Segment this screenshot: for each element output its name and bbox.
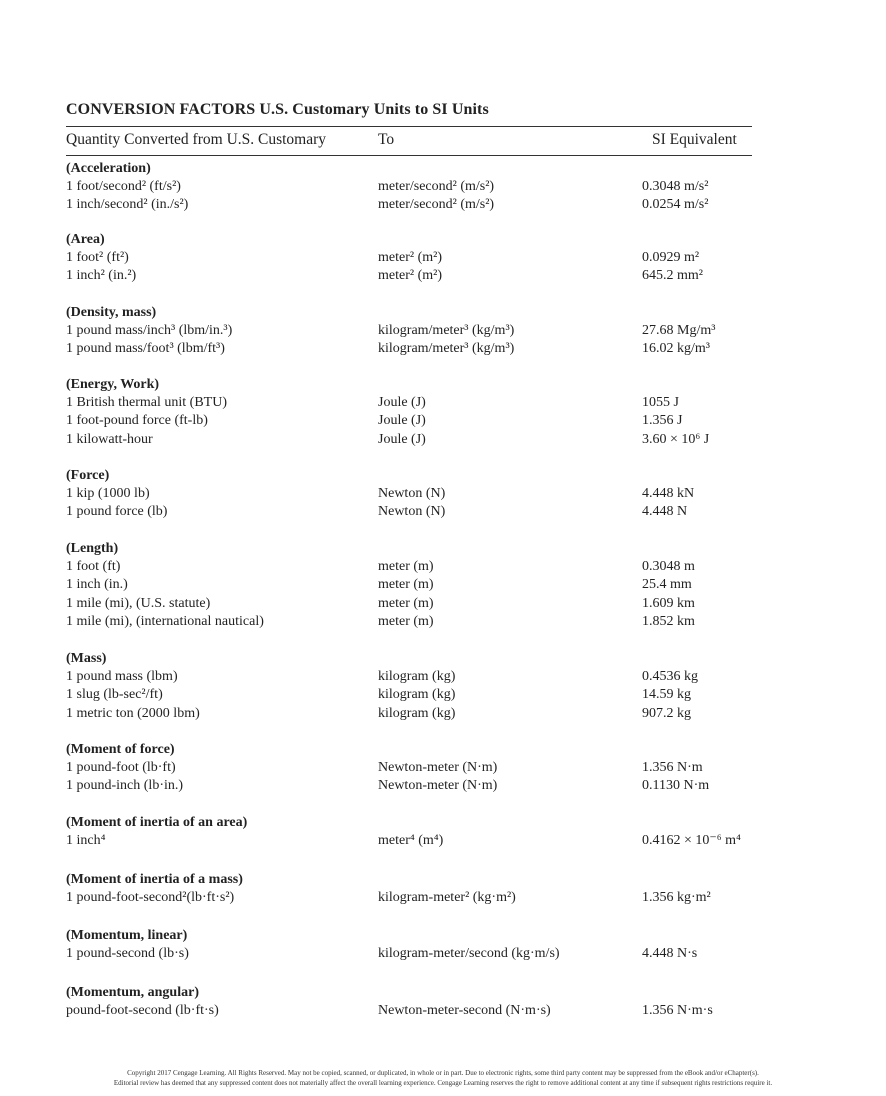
si-equivalent-cell: 4.448 kN (642, 486, 695, 501)
target-unit-cell: kilogram (kg) (378, 705, 456, 721)
table-row (66, 595, 766, 613)
quantity-cell: pound-foot-second (lb·ft·s) (66, 1003, 219, 1018)
si-equivalent-cell: 4.448 N·s (642, 946, 698, 961)
quantity-cell: 1 mile (mi), (international nautical) (66, 614, 264, 630)
si-equivalent-cell: 1.356 kg·m² (642, 890, 711, 905)
target-unit-cell: kilogram/meter³ (kg/m³) (378, 341, 515, 357)
target-unit-cell: kilogram-meter/second (kg·m/s) (378, 946, 560, 961)
section (66, 540, 766, 632)
section (66, 231, 766, 286)
table-row (66, 322, 766, 340)
table-header-rule (66, 155, 752, 156)
table-row (66, 686, 766, 704)
table-row (66, 668, 766, 686)
quantity-cell: 1 foot/second² (ft/s²) (66, 179, 181, 194)
copyright-line-2: Editorial review has deemed that any suppressed content does not materially affect the overall learning experience. Cengage Learning reserves the right to remove additional content at any time if subsequent rights restrictions require it. (113, 1079, 773, 1087)
section-title: (Area) (66, 232, 105, 247)
si-equivalent-cell: 27.68 Mg/m³ (642, 323, 716, 338)
table-row (66, 485, 766, 503)
quantity-cell: 1 pound mass/inch³ (lbm/in.³) (66, 323, 233, 338)
table-row (66, 431, 766, 449)
target-unit-cell: Newton-meter-second (N·m·s) (378, 1003, 551, 1018)
target-unit-cell: Joule (J) (378, 413, 426, 429)
quantity-cell: 1 pound-second (lb·s) (66, 946, 189, 961)
quantity-cell: 1 kip (1000 lb) (66, 486, 150, 501)
quantity-cell: 1 inch/second² (in./s²) (66, 197, 189, 213)
quantity-cell: 1 pound-foot-second²(lb·ft·s²) (66, 890, 235, 905)
si-equivalent-cell: 14.59 kg (642, 687, 691, 703)
table-row (66, 503, 766, 521)
quantity-cell: 1 pound-foot (lb·ft) (66, 760, 176, 775)
table-row (66, 340, 766, 358)
si-equivalent-cell: 645.2 mm² (642, 268, 703, 284)
quantity-cell: 1 metric ton (2000 lbm) (66, 705, 200, 721)
target-unit-cell: meter/second² (m/s²) (378, 197, 495, 213)
si-equivalent-cell: 907.2 kg (642, 705, 691, 721)
target-unit-cell: Newton-meter (N·m) (378, 778, 498, 794)
table-row (66, 613, 766, 631)
target-unit-cell: meter (m) (378, 614, 434, 630)
section (66, 741, 766, 796)
section (66, 814, 766, 850)
section-title: (Moment of force) (66, 742, 175, 757)
table-row (66, 759, 766, 777)
si-equivalent-cell: 1.609 km (642, 595, 695, 611)
quantity-cell: 1 slug (lb-sec²/ft) (66, 687, 163, 703)
section (66, 650, 766, 723)
table-row (66, 1002, 766, 1020)
quantity-cell: 1 pound mass/foot³ (lbm/ft³) (66, 341, 225, 357)
section (66, 304, 766, 359)
table-row (66, 267, 766, 285)
section-title: (Momentum, linear) (66, 928, 188, 943)
target-unit-cell: meter (m) (378, 577, 434, 593)
si-equivalent-cell: 0.0929 m² (642, 250, 700, 265)
section (66, 984, 766, 1020)
si-equivalent-cell: 0.4536 kg (642, 669, 698, 684)
si-equivalent-cell: 1.356 N·m·s (642, 1003, 713, 1018)
si-equivalent-cell: 0.1130 N·m (642, 778, 710, 794)
table-row (66, 558, 766, 576)
table-row (66, 249, 766, 267)
table-row (66, 196, 766, 214)
table-row (66, 777, 766, 795)
si-equivalent-cell: 16.02 kg/m³ (642, 341, 710, 357)
target-unit-cell: meter² (m²) (378, 268, 442, 284)
quantity-cell: 1 foot (ft) (66, 559, 121, 574)
si-equivalent-cell: 0.3048 m/s² (642, 179, 709, 194)
section (66, 160, 766, 215)
column-header-quantity: Quantity Converted from U.S. Customary (66, 131, 327, 148)
section-title: (Energy, Work) (66, 377, 160, 392)
target-unit-cell: kilogram-meter² (kg·m²) (378, 890, 516, 905)
target-unit-cell: Joule (J) (378, 395, 426, 410)
section (66, 871, 766, 907)
copyright-notice (0, 1068, 886, 1088)
section-title: (Force) (66, 468, 110, 483)
quantity-cell: 1 mile (mi), (U.S. statute) (66, 595, 211, 611)
table-row (66, 945, 766, 963)
section-title: (Length) (66, 541, 119, 556)
si-equivalent-cell: 0.0254 m/s² (642, 197, 709, 213)
table-row (66, 832, 766, 850)
section-title: (Density, mass) (66, 305, 157, 320)
target-unit-cell: kilogram (kg) (378, 669, 456, 684)
table-row (66, 576, 766, 594)
section (66, 376, 766, 449)
si-equivalent-cell: 1.356 N·m (642, 760, 703, 775)
quantity-cell: 1 pound-inch (lb·in.) (66, 778, 184, 794)
section (66, 467, 766, 522)
si-equivalent-cell: 0.4162 × 10⁻⁶ m⁴ (642, 833, 741, 848)
quantity-cell: 1 foot² (ft²) (66, 250, 129, 265)
si-equivalent-cell: 3.60 × 10⁶ J (642, 431, 710, 447)
si-equivalent-cell: 25.4 mm (642, 577, 692, 593)
si-equivalent-cell: 1055 J (642, 395, 679, 410)
si-equivalent-cell: 0.3048 m (642, 559, 695, 574)
section-title: (Acceleration) (66, 161, 151, 176)
target-unit-cell: Joule (J) (378, 431, 426, 447)
si-equivalent-cell: 1.852 km (642, 614, 695, 630)
target-unit-cell: meter⁴ (m⁴) (378, 833, 444, 848)
si-equivalent-cell: 4.448 N (642, 504, 688, 520)
target-unit-cell: Newton-meter (N·m) (378, 760, 498, 775)
target-unit-cell: meter/second² (m/s²) (378, 179, 495, 194)
copyright-line-1: Copyright 2017 Cengage Learning. All Rights Reserved. May not be copied, scanned, or duplicated, in whole or in part. Due to electronic rights, some third party content may be suppressed from the eBook and/or eChapter(s). (127, 1069, 759, 1077)
page-title: CONVERSION FACTORS U.S. Customary Units to SI Units (66, 101, 489, 118)
target-unit-cell: kilogram (kg) (378, 687, 456, 703)
table-row (66, 412, 766, 430)
quantity-cell: 1 inch² (in.²) (66, 268, 137, 284)
column-header-si-equivalent: SI Equivalent (652, 131, 737, 148)
quantity-cell: 1 foot-pound force (ft-lb) (66, 413, 208, 429)
table-row (66, 394, 766, 412)
quantity-cell: 1 kilowatt-hour (66, 431, 153, 447)
quantity-cell: 1 pound mass (lbm) (66, 669, 178, 684)
table-row (66, 705, 766, 723)
quantity-cell: 1 British thermal unit (BTU) (66, 395, 227, 410)
si-equivalent-cell: 1.356 J (642, 413, 683, 429)
table-top-rule (66, 126, 752, 127)
column-header-to: To (378, 131, 395, 148)
section-title: (Mass) (66, 651, 107, 666)
target-unit-cell: Newton (N) (378, 504, 446, 520)
section (66, 927, 766, 963)
table-row (66, 889, 766, 907)
target-unit-cell: meter² (m²) (378, 250, 442, 265)
quantity-cell: 1 pound force (lb) (66, 504, 168, 520)
target-unit-cell: meter (m) (378, 559, 434, 574)
section-title: (Moment of inertia of a mass) (66, 872, 243, 887)
target-unit-cell: meter (m) (378, 595, 434, 611)
target-unit-cell: Newton (N) (378, 486, 446, 501)
section-title: (Moment of inertia of an area) (66, 815, 248, 830)
table-row (66, 178, 766, 196)
target-unit-cell: kilogram/meter³ (kg/m³) (378, 323, 515, 338)
quantity-cell: 1 inch⁴ (66, 833, 106, 848)
quantity-cell: 1 inch (in.) (66, 577, 128, 593)
section-title: (Momentum, angular) (66, 985, 199, 1000)
